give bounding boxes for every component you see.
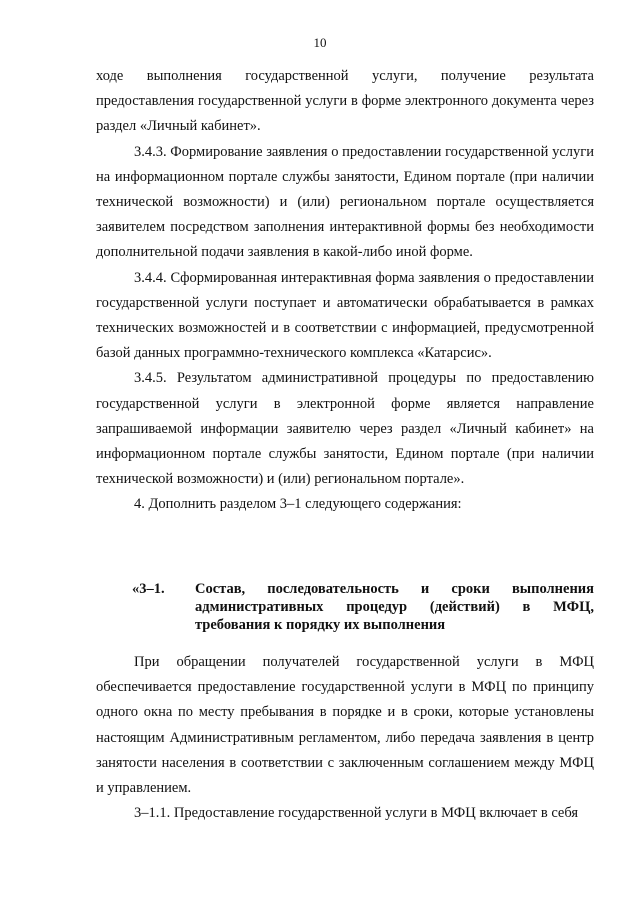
page-number: 10: [313, 35, 327, 50]
paragraph-continuation: ходе выполнения государственной услуги, получение результата предоставления государственной услуги в форме электронного документа через раздел «Личный кабинет».: [96, 68, 594, 135]
paragraph-mfc-service: При обращении получателей государственной услуги в МФЦ обеспечивается предоставление государственной услуги в МФЦ по принципу одного окна по месту пребывания в порядке и в сроки, которые установлены настоящим Административным регламентом, либо передача заявления в центр занятости населения в соответствии с заключенным соглашением между МФЦ и управлением.: [96, 654, 594, 797]
section-heading: [132, 580, 594, 634]
document-body-bottom: [96, 650, 594, 826]
paragraph-3-4-4: 3.4.4. Сформированная интерактивная форма заявления о предоставлении государственной услуги поступает и автоматически обрабатывается в рамках технических возможностей и в соответствии с информацией, предусмотренной базой данных программно-технического комплекса «Катарсис».: [96, 269, 594, 362]
paragraph-3-4-3: 3.4.3. Формирование заявления о предоставлении государственной услуги на информационном портале службы занятости, Едином портале (при наличии технической возможности) и (или) региональном портале осуществляется заявителем посредством заполнения интерактивной формы без необходимости дополнительной подачи заявления в какой-либо иной форме.: [96, 143, 594, 261]
document-body-top: [96, 64, 594, 518]
section-title: Состав, последовательность и сроки выполнения административных процедур (действий) в МФЦ, требования к порядку их выполнения: [195, 581, 594, 633]
paragraph-3-1-1: 3–1.1. Предоставление государственной услуги в МФЦ включает в себя: [134, 805, 579, 822]
paragraph-3-4-5: 3.4.5. Результатом административной процедуры по предоставлению государственной услуги в электронной форме является направление запрашиваемой информации заявителю через раздел «Личный кабинет» на информационном портале службы занятости, Едином портале (при наличии технической возможности) и (или) региональном портале».: [96, 370, 594, 488]
section-number: «3–1.: [132, 581, 165, 597]
paragraph-amendment-4: 4. Дополнить разделом 3–1 следующего содержания:: [134, 496, 462, 513]
